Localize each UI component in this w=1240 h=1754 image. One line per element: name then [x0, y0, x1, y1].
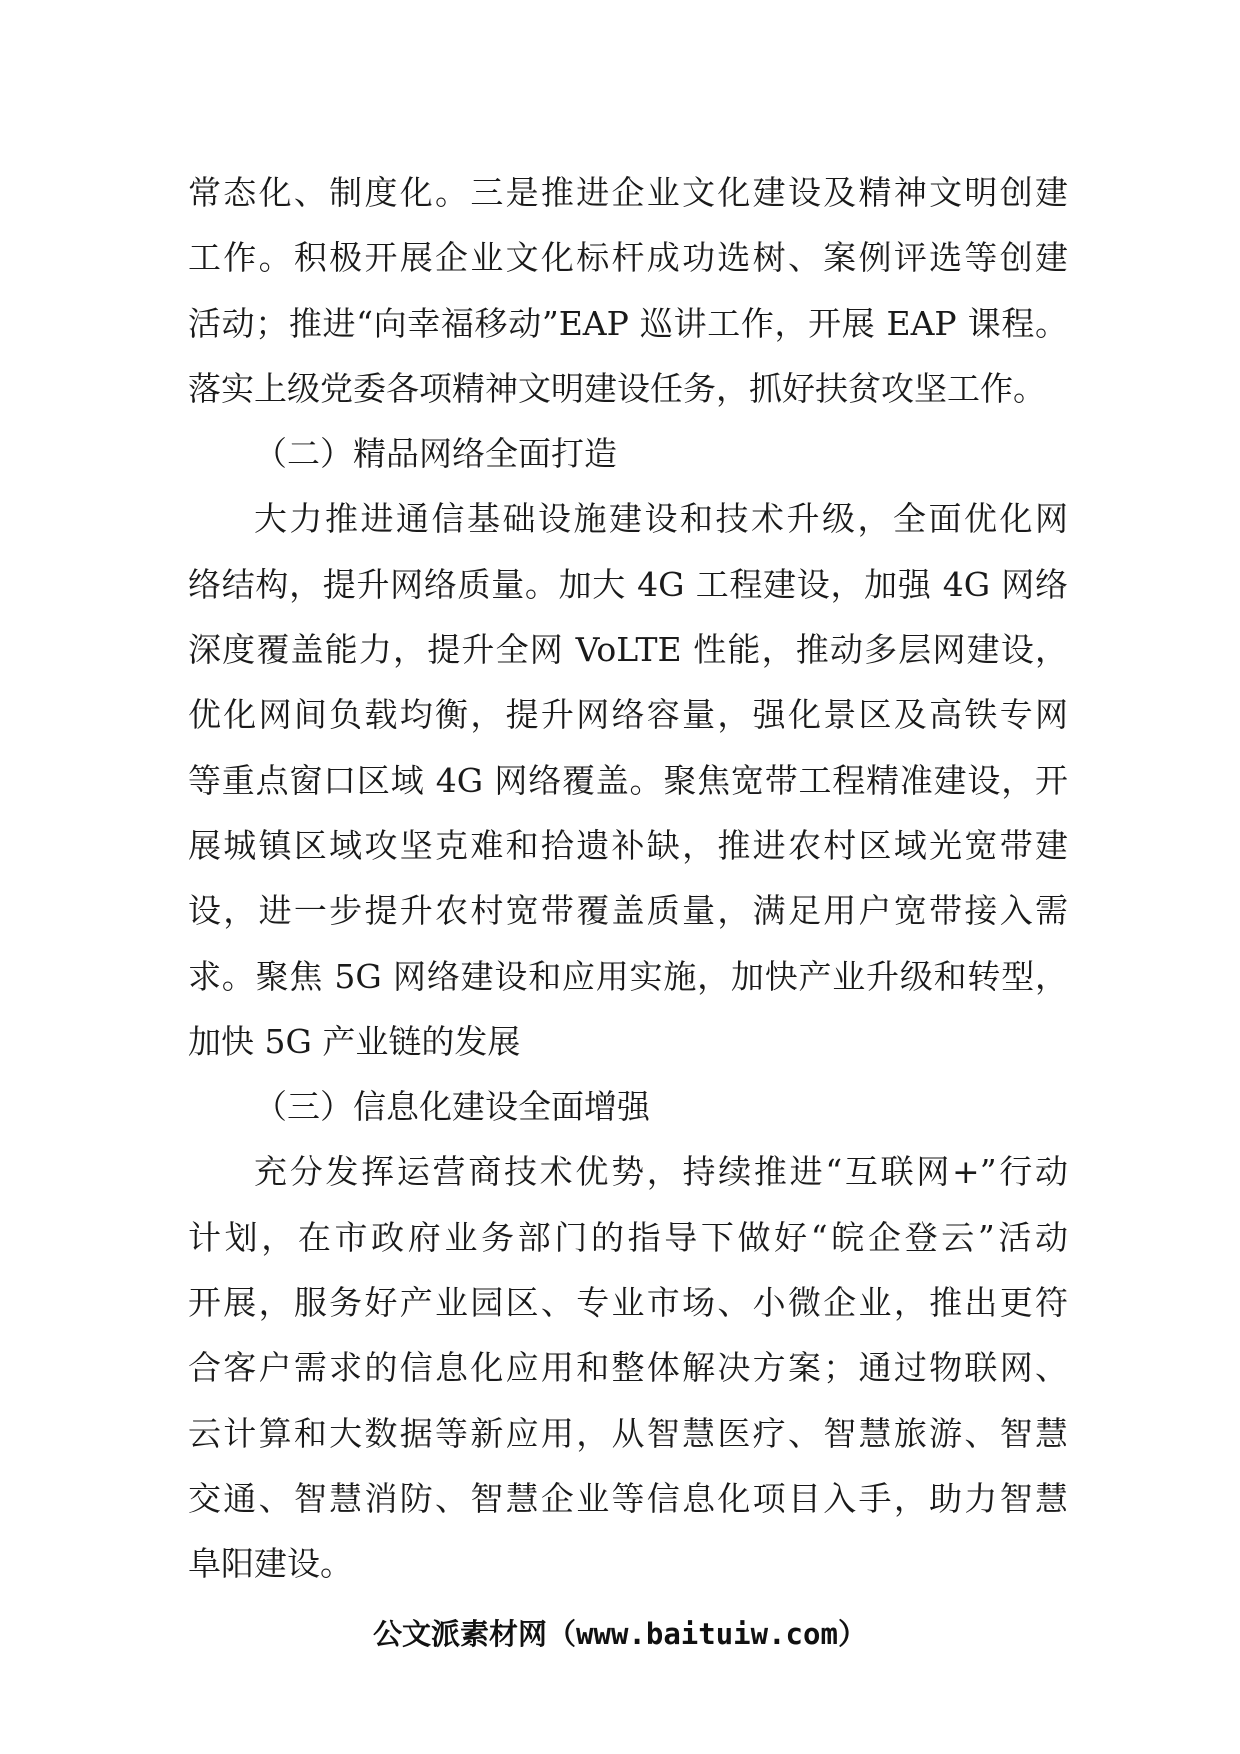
body-line: 落实上级党委各项精神文明建设任务，抓好扶贫攻坚工作。	[188, 368, 1046, 408]
body-line: 深度覆盖能力，提升全网 VoLTE 性能，推动多层网建设，	[188, 630, 1068, 670]
body-line: 大力推进通信基础设施建设和技术升级，全面优化网	[254, 499, 1068, 539]
body-line: 常态化、制度化。三是推进企业文化建设及精神文明创建	[188, 173, 1068, 212]
body-line: 合客户需求的信息化应用和整体解决方案；通过物联网、	[188, 1348, 1068, 1388]
body-line: 工作。积极开展企业文化标杆成功选树、案例评选等创建	[188, 238, 1068, 278]
body-line: 加快 5G 产业链的发展	[188, 1021, 521, 1061]
body-line: 设，进一步提升农村宽带覆盖质量，满足用户宽带接入需	[188, 891, 1068, 931]
body-line: 开展，服务好产业园区、专业市场、小微企业，推出更符	[188, 1283, 1068, 1323]
footer-site-name: 公文派素材网	[373, 1617, 548, 1651]
body-line: 计划，在市政府业务部门的指导下做好“皖企登云”活动	[188, 1217, 1068, 1257]
section-heading-2: （二）精品网络全面打造	[254, 434, 617, 474]
body-line: 阜阳建设。	[188, 1544, 353, 1584]
body-line: 云计算和大数据等新应用，从智慧医疗、智慧旅游、智慧	[188, 1413, 1068, 1453]
body-line: 活动；推进“向幸福移动”EAP 巡讲工作，开展 EAP 课程。	[188, 303, 1068, 343]
section-heading-3: （三）信息化建设全面增强	[254, 1087, 650, 1127]
body-line: 等重点窗口区域 4G 网络覆盖。聚焦宽带工程精准建设，开	[188, 760, 1068, 800]
body-line: 求。聚焦 5G 网络建设和应用实施，加快产业升级和转型，	[188, 956, 1068, 996]
document-body	[188, 160, 1068, 1597]
body-line: 充分发挥运营商技术优势，持续推进“互联网+”行动	[254, 1152, 1068, 1192]
body-line: 交通、智慧消防、智慧企业等信息化项目入手，助力智慧	[188, 1478, 1068, 1518]
body-line: 优化网间负载均衡，提升网络容量，强化景区及高铁专网	[188, 695, 1068, 735]
body-line: 展城镇区域攻坚克难和拾遗补缺，推进农村区域光宽带建	[188, 825, 1068, 865]
footer-watermark	[0, 1612, 1240, 1653]
footer-url: （www.baituiw.com）	[547, 1617, 867, 1651]
body-line: 络结构，提升网络质量。加大 4G 工程建设，加强 4G 网络	[188, 564, 1068, 604]
